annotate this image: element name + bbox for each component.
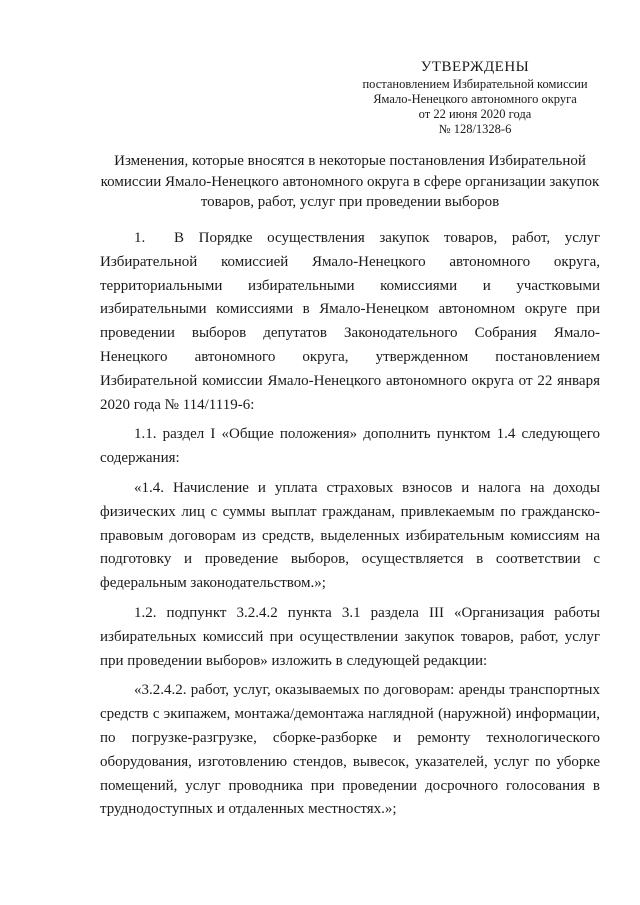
item-1-2: 1.2. подпункт 3.2.4.2 пункта 3.1 раздела III «Организация работы избирательных комиссий при осуществлении закупок товаров, работ, услуг при проведении выборов» изложить в следующей редакции: xyxy=(100,604,600,669)
approval-date: от 22 июня 2020 года xyxy=(418,107,532,121)
approval-stamp xyxy=(340,58,610,137)
approval-line: Ямало-Ненецкого автономного округа xyxy=(373,92,577,106)
item-1-number: 1. xyxy=(134,230,146,246)
approval-heading: УТВЕРЖДЕНЫ xyxy=(420,59,530,75)
item-1-2-quote: «3.2.4.2. работ, услуг, оказываемых по договорам: аренды транспортных средств с экипажем, монтажа/демонтажа наглядной (наружной) информации, по погрузке-разгрузке, сборке-разборке и ремонту технологического оборудования, изготовлению стендов, вывесок, указателей, услуг по уборке помещений, услуг проводника при проведении досрочного голосования в труднодоступных и отдаленных местностях.»; xyxy=(100,682,600,818)
document-body xyxy=(100,227,600,822)
approval-line: постановлением Избирательной комиссии xyxy=(362,77,588,91)
item-1-1: 1.1. раздел I «Общие положения» дополнить пунктом 1.4 следующего содержания: xyxy=(100,426,600,467)
item-1-1-quote: «1.4. Начисление и уплата страховых взносов и налога на доходы физических лиц с суммы выплат гражданам, привлекаемым по гражданско-правовым договорам из средств, выделенных избирательным комиссиям на подготовку и проведение выборов, осуществляется в соответствии с федеральным законодательством.»; xyxy=(100,479,600,592)
item-1 xyxy=(100,227,600,417)
document-title: Изменения, которые вносятся в некоторые постановления Избирательной комиссии Ямало-Ненецкого автономного округа в сфере организации закупок товаров, работ, услуг при проведении выборов xyxy=(100,153,600,210)
approval-number: № 128/1328-6 xyxy=(438,122,512,136)
item-1-text: В Порядке осуществления закупок товаров, работ, услуг Избирательной комиссией Ямало-Ненецкого автономного округа, территориальными избирательными комиссиями и участковыми избирательными комиссиями в Ямало-Ненецком автономном округе при проведении выборов депутатов Законодательного Собрания Ямало-Ненецкого автономного округа, утвержденном постановлением Избирательной комиссии Ямало-Ненецкого автономного округа от 22 января 2020 года № 114/1119-6: xyxy=(100,230,600,413)
